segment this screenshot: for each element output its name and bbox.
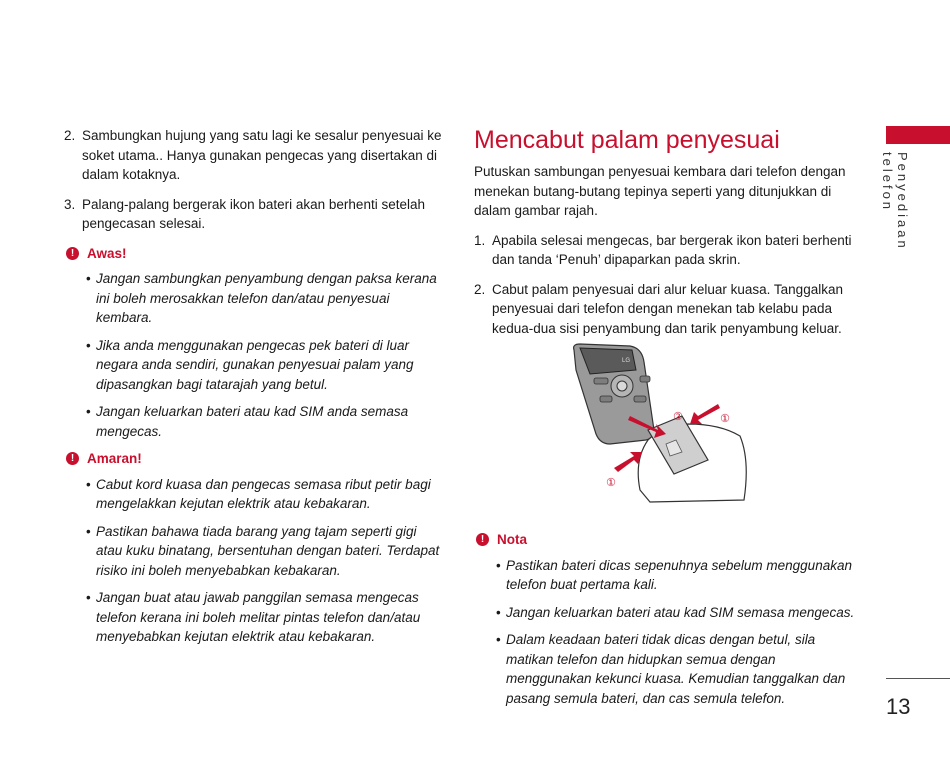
list-text: Palang-palang bergerak ikon bateri akan berhenti setelah pengecasan selesai.	[82, 196, 425, 231]
bullet-icon: •	[86, 404, 91, 419]
arrow-icon	[690, 404, 720, 424]
bullet-text: Jangan keluarkan bateri atau kad SIM anda semasa mengecas.	[96, 404, 409, 439]
alert-icon: !	[66, 452, 79, 465]
alert-icon: !	[476, 533, 489, 546]
list-item	[496, 630, 856, 708]
section-heading: Mencabut palam penyesuai	[474, 126, 780, 154]
bullet-icon: •	[86, 271, 91, 286]
list-item	[496, 603, 856, 623]
list-item	[496, 556, 856, 595]
list-item	[64, 195, 442, 234]
bullet-text: Jika anda menggunakan pengecas pek bateri di luar negara anda sendiri, gunakan penyesuai palam yang dipasangkan bagi tatarajah yang betul.	[96, 337, 414, 392]
list-text: Cabut palam penyesuai dari alur keluar kuasa. Tanggalkan penyesuai dari telefon dengan menekan tab kelabu pada kedua-dua sisi penyambung dan tarik penyambung keluar.	[492, 281, 843, 336]
note-list	[496, 556, 856, 709]
bullet-text: Dalam keadaan bateri tidak dicas dengan betul, sila matikan telefon dan hidupkan semua dengan menggunakan kekunci kuasa. Kemudian tanggalkan dan pasang semula bateri, dan cas semula telefon.	[506, 632, 846, 706]
bullet-icon: •	[86, 523, 91, 539]
marker-1: ①	[606, 476, 616, 489]
bullet-icon: •	[86, 476, 91, 492]
divider	[886, 678, 950, 679]
caution-header	[66, 244, 442, 264]
list-item	[86, 475, 442, 514]
list-text: Sambungkan hujung yang satu lagi ke sesalur penyesuai ke soket utama.. Hanya gunakan pengecas yang disertakan di dalam kotaknya.	[82, 128, 442, 182]
bullet-icon: •	[496, 604, 501, 620]
warning-header	[66, 449, 442, 469]
list-item	[86, 269, 442, 328]
marker-2: ②	[673, 410, 683, 423]
list-text: Apabila selesai mengecas, bar bergerak ikon bateri berhenti dan tanda ‘Penuh’ dipaparkan pada skrin.	[492, 232, 852, 267]
bullet-text: Jangan sambungkan penyambung dengan paksa kerana ini boleh merosakkan telefon dan/atau penyesuai kembara.	[96, 271, 437, 325]
bullet-icon: •	[86, 337, 91, 353]
phone-adapter-illustration	[570, 340, 750, 505]
section-title: Penyediaan telefon	[880, 152, 910, 251]
note-label: Nota	[497, 532, 527, 547]
left-column	[64, 126, 442, 655]
bullet-text: Pastikan bateri dicas sepenuhnya sebelum menggunakan telefon buat pertama kali.	[506, 557, 852, 592]
caution-label: Awas!	[87, 245, 127, 261]
list-item	[474, 280, 856, 339]
bullet-icon: •	[496, 632, 501, 647]
list-number: 2.	[64, 128, 76, 143]
list-number: 1.	[474, 232, 486, 248]
list-item	[64, 126, 442, 185]
bullet-icon: •	[86, 590, 91, 605]
list-number: 2.	[474, 281, 486, 297]
intro-paragraph: Putuskan sambungan penyesuai kembara dari telefon dengan menekan butang-butang tepinya seperti yang ditunjukkan di dalam gambar rajah.	[474, 164, 846, 218]
list-item	[86, 402, 442, 441]
warning-label: Amaran!	[87, 451, 142, 466]
brand-logo: LG	[622, 358, 631, 364]
list-item	[86, 588, 442, 647]
bullet-icon: •	[496, 557, 501, 573]
page-number: 13	[886, 694, 911, 719]
note-header	[476, 530, 856, 550]
alert-icon: !	[66, 247, 79, 260]
marker-1: ①	[720, 412, 730, 425]
warning-list	[86, 475, 442, 647]
bullet-text: Jangan buat atau jawab panggilan semasa mengecas telefon kerana ini boleh melitar pintas telefon dan/atau menyebabkan kejutan elektrik atau kebakaran.	[96, 590, 421, 644]
list-item	[474, 231, 856, 270]
section-tab	[886, 126, 950, 144]
bullet-text: Jangan keluarkan bateri atau kad SIM semasa mengecas.	[506, 604, 855, 620]
list-item	[86, 522, 442, 581]
caution-list	[86, 269, 442, 441]
list-item	[86, 336, 442, 395]
list-number: 3.	[64, 196, 76, 212]
bullet-text: Cabut kord kuasa dan pengecas semasa ribut petir bagi mengelakkan kejutan elektrik atau kebakaran.	[96, 476, 431, 511]
bullet-text: Pastikan bahawa tiada barang yang tajam seperti gigi atau kuku binatang, bersentuhan dengan bateri. Terdapat risiko ini boleh menyebabkan kebakaran.	[96, 523, 440, 578]
